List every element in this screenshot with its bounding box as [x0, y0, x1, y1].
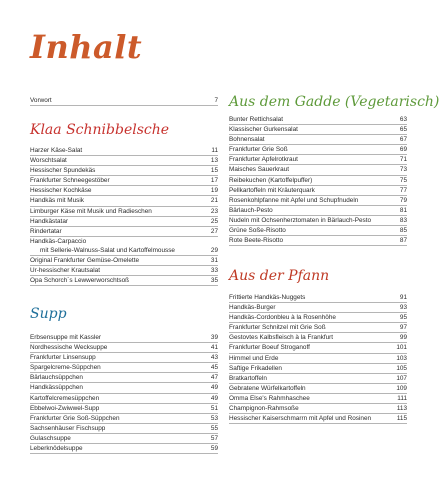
- toc-entry-page: 35: [210, 277, 218, 285]
- toc-row[interactable]: [229, 323, 407, 333]
- toc-row[interactable]: [30, 256, 218, 266]
- toc-entry-page: 107: [396, 374, 407, 382]
- toc-row[interactable]: [229, 216, 407, 226]
- toc-row[interactable]: [30, 276, 218, 286]
- toc-entry-label: Handkäs-Carpaccio: [30, 237, 87, 245]
- toc-row[interactable]: [30, 96, 218, 106]
- toc-entry-page: 97: [399, 324, 407, 332]
- toc-entry-label: Frankfurter Grie Soß: [229, 146, 288, 154]
- toc-entry-label: mit Sellerie-Walnuss-Salat und Kartoffelmousse: [40, 246, 175, 254]
- toc-entry-label: Bratkartoffeln: [229, 374, 267, 382]
- toc-entry-page: 15: [210, 167, 218, 175]
- toc-entry-label: Pellkartoffeln mit Kräuterquark: [229, 186, 315, 194]
- toc-entry-page: 31: [210, 257, 218, 265]
- toc-entry-page: 29: [210, 246, 218, 254]
- toc-entry-label: Original Frankfurter Gemüse-Omelette: [30, 257, 140, 265]
- toc-entry-page: 79: [399, 196, 407, 204]
- toc-row[interactable]: [229, 313, 407, 323]
- toc-entry-page: 53: [210, 414, 218, 422]
- toc-row[interactable]: [30, 266, 218, 276]
- toc-row[interactable]: [229, 394, 407, 404]
- toc-entry-label: Ur-hessischer Krautsalat: [30, 267, 100, 275]
- toc-entry-page: 19: [210, 187, 218, 195]
- toc-row[interactable]: [30, 373, 218, 383]
- toc-row[interactable]: [30, 434, 218, 444]
- toc-entry-label: Frankfurter Grie Soß-Süppchen: [30, 414, 120, 422]
- toc-entry-label: Handkäs-Cordonbleu à la Rosenhöhe: [229, 314, 336, 322]
- page-title: Inhalt: [30, 28, 143, 66]
- toc-entry-page: 7: [214, 97, 218, 104]
- toc-row[interactable]: [30, 217, 218, 227]
- toc-row[interactable]: [229, 414, 407, 424]
- toc-row[interactable]: [229, 364, 407, 374]
- toc-entry-page: 91: [399, 294, 407, 301]
- toc-entry-label: Bohnensalat: [229, 136, 265, 144]
- toc-row[interactable]: [229, 206, 407, 216]
- toc-row[interactable]: [30, 156, 218, 166]
- toc-row[interactable]: [229, 404, 407, 414]
- section-title-aus-der-pfann: Aus der Pfann: [229, 268, 330, 284]
- toc-entry-page: 111: [397, 394, 407, 402]
- toc-row[interactable]: [229, 125, 407, 135]
- toc-row[interactable]: [229, 186, 407, 196]
- toc-entry-page: 69: [399, 146, 407, 154]
- toc-row[interactable]: [30, 383, 218, 393]
- toc-entry-page: 17: [210, 177, 218, 185]
- toc-entry-label: Frittierte Handkäs-Nuggets: [229, 294, 306, 301]
- toc-row[interactable]: [229, 384, 407, 394]
- toc-entry-label: Frankfurter Boeuf Stroganoff: [229, 344, 310, 352]
- section-list-klaa-schnibbelsche: [30, 146, 218, 286]
- toc-row[interactable]: [229, 155, 407, 165]
- toc-row[interactable]: [30, 176, 218, 186]
- toc-entry-page: 115: [396, 415, 407, 423]
- toc-entry-page: 59: [210, 445, 218, 453]
- toc-entry-page: 101: [396, 344, 407, 352]
- toc-row[interactable]: [30, 394, 218, 404]
- toc-entry-page: 85: [399, 227, 407, 235]
- toc-entry-label: Omma Else's Rahmhaschee: [229, 394, 310, 402]
- toc-entry-page: 51: [210, 404, 218, 412]
- toc-entry-page: 27: [210, 227, 218, 235]
- toc-row[interactable]: [30, 404, 218, 414]
- toc-entry-page: 99: [399, 334, 407, 342]
- toc-row[interactable]: [30, 196, 218, 206]
- toc-entry-label: Maisches Sauerkraut: [229, 166, 290, 174]
- toc-row[interactable]: [229, 226, 407, 236]
- section-list-aus-der-pfann: [229, 293, 407, 424]
- toc-entry-label: Worschtsalat: [30, 157, 67, 165]
- toc-row[interactable]: [30, 333, 218, 343]
- toc-entry-page: 49: [210, 394, 218, 402]
- toc-entry-page: 45: [210, 364, 218, 372]
- toc-entry-label: Rote Beete-Risotto: [229, 237, 283, 245]
- toc-row[interactable]: [229, 165, 407, 175]
- toc-entry-page: 21: [210, 197, 218, 205]
- toc-entry-label: Handkässüppchen: [30, 384, 83, 392]
- toc-entry-label: Hessischer Kochkäse: [30, 187, 92, 195]
- toc-entry-page: 105: [396, 364, 407, 372]
- toc-entry-label: Spargelcreme-Süppchen: [30, 364, 101, 372]
- toc-row[interactable]: [30, 424, 218, 434]
- toc-row[interactable]: [229, 176, 407, 186]
- toc-entry-page: 25: [210, 217, 218, 225]
- toc-entry-label: Frankfurter Linsensupp: [30, 354, 96, 362]
- toc-entry-page: 77: [399, 186, 407, 194]
- toc-entry-label: Handkäs mit Musik: [30, 197, 84, 205]
- vorwort-entry: [30, 96, 218, 106]
- toc-entry-page: 83: [399, 216, 407, 224]
- toc-row[interactable]: [30, 343, 218, 353]
- section-title-aus-dem-gadde: Aus dem Gadde (Vegetarisch): [229, 94, 440, 110]
- toc-entry-page: 11: [211, 147, 218, 154]
- toc-entry-page: 13: [210, 157, 218, 165]
- toc-row[interactable]: [229, 236, 407, 246]
- toc-entry-page: 65: [399, 126, 407, 134]
- toc-row[interactable]: [229, 354, 407, 364]
- section-title-klaa-schnibbelsche: Klaa Schnibbelsche: [30, 122, 170, 138]
- toc-row[interactable]: [229, 145, 407, 155]
- toc-entry-page: 75: [399, 176, 407, 184]
- toc-entry-page: 39: [210, 334, 218, 341]
- toc-entry-page: 41: [210, 344, 218, 352]
- toc-entry-label: Saftige Frikadellen: [229, 364, 282, 372]
- toc-row[interactable]: [229, 333, 407, 343]
- toc-row[interactable]: [229, 135, 407, 145]
- toc-entry-label: Reibekuchen (Kartoffelpuffer): [229, 176, 313, 184]
- toc-entry-label: Rosenkohlpfanne mit Apfel und Schupfnudeln: [229, 196, 359, 204]
- toc-entry-label: Bärlauch-Pesto: [229, 206, 273, 214]
- toc-entry-label: Limburger Käse mit Musik und Radieschen: [30, 207, 152, 215]
- toc-row[interactable]: [30, 414, 218, 424]
- toc-entry-label: Handkästatar: [30, 217, 69, 225]
- toc-row[interactable]: [229, 293, 407, 303]
- toc-entry-page: 71: [399, 156, 407, 164]
- toc-entry-page: 23: [210, 207, 218, 215]
- toc-entry-page: 33: [210, 267, 218, 275]
- toc-row[interactable]: [229, 374, 407, 384]
- toc-entry-label: Handkäs-Burger: [229, 304, 276, 312]
- toc-entry-label: Frankfurter Schneegestöber: [30, 177, 110, 185]
- toc-entry-page: 67: [399, 136, 407, 144]
- toc-entry-page: 109: [396, 384, 407, 392]
- toc-entry-label: Gebratene Würfelkartoffeln: [229, 384, 306, 392]
- toc-entry-label: Nudeln mit Ochsenherztomaten in Bärlauch-Pesto: [229, 216, 372, 224]
- toc-entry-label: Vorwort: [30, 97, 52, 104]
- toc-entry-page: 73: [399, 166, 407, 174]
- toc-entry-page: 95: [399, 314, 407, 322]
- section-title-supp: Supp: [30, 306, 67, 322]
- toc-entry-page: 87: [399, 237, 407, 245]
- toc-entry-page: 43: [210, 354, 218, 362]
- toc-entry-label: Grüne Soße-Risotto: [229, 227, 286, 235]
- toc-row[interactable]: [30, 363, 218, 373]
- toc-entry-page: 57: [210, 434, 218, 442]
- toc-entry-label: Champignon-Rahmsoße: [229, 405, 299, 413]
- toc-entry-label: Rindertatar: [30, 227, 62, 235]
- toc-row[interactable]: [229, 343, 407, 353]
- section-list-supp: [30, 333, 218, 454]
- toc-entry-label: Klassischer Gurkensalat: [229, 126, 298, 134]
- toc-entry-label: Frankfurter Apfelrotkraut: [229, 156, 298, 164]
- toc-row[interactable]: [30, 146, 218, 156]
- toc-entry-page: 47: [210, 374, 218, 382]
- toc-entry-page: 63: [399, 116, 407, 123]
- toc-row[interactable]: [30, 186, 218, 196]
- section-list-aus-dem-gadde: [229, 115, 407, 246]
- toc-entry-page: 113: [396, 405, 407, 413]
- toc-entry-page: 81: [399, 206, 407, 214]
- toc-entry-label: Kartoffelcremesüppchen: [30, 394, 100, 402]
- toc-entry-page: 103: [396, 354, 407, 362]
- toc-entry-label: Bärlauchsüppchen: [30, 374, 83, 382]
- toc-row[interactable]: [30, 444, 218, 454]
- toc-entry-label: Erbsensuppe mit Kassler: [30, 334, 102, 341]
- toc-row[interactable]: [30, 207, 218, 217]
- toc-entry-label: Hessischer Kaiserschmarrn mit Apfel und Rosinen: [229, 415, 372, 423]
- toc-row[interactable]: [229, 115, 407, 125]
- toc-entry-page: 93: [399, 304, 407, 312]
- toc-entry-page: 55: [210, 424, 218, 432]
- toc-entry-label: Harzer Käse-Salat: [30, 147, 83, 154]
- toc-row[interactable]: [30, 353, 218, 363]
- toc-row[interactable]: [30, 166, 218, 176]
- toc-entry-label: Ebbelwoi-Zwiwwel-Supp: [30, 404, 100, 412]
- toc-entry-label: Hessischer Spundekäs: [30, 167, 96, 175]
- toc-entry-label: Opa Schorch´s Lewwerworschtsoß: [30, 277, 130, 285]
- toc-entry-label: Bunter Rettichsalat: [229, 116, 283, 123]
- toc-entry-label: Himmel und Erde: [229, 354, 279, 362]
- toc-row[interactable]: [229, 196, 407, 206]
- toc-row[interactable]: [229, 303, 407, 313]
- toc-row[interactable]: [30, 227, 218, 237]
- toc-entry-label: Frankfurter Schnitzel mit Grie Soß: [229, 324, 326, 332]
- toc-entry-label: Sachsenhäuser Fischsupp: [30, 424, 106, 432]
- toc-row[interactable]: [30, 237, 218, 246]
- toc-entry-page: 49: [210, 384, 218, 392]
- toc-entry-label: Gestovtes Kalbsfleisch à la Frankfurt: [229, 334, 334, 342]
- toc-entry-label: Leberknödelsuppe: [30, 445, 83, 453]
- toc-entry-label: Gulaschsuppe: [30, 434, 71, 442]
- toc-entry-label: Nordhessische Wecksuppe: [30, 344, 108, 352]
- toc-row[interactable]: [30, 246, 218, 256]
